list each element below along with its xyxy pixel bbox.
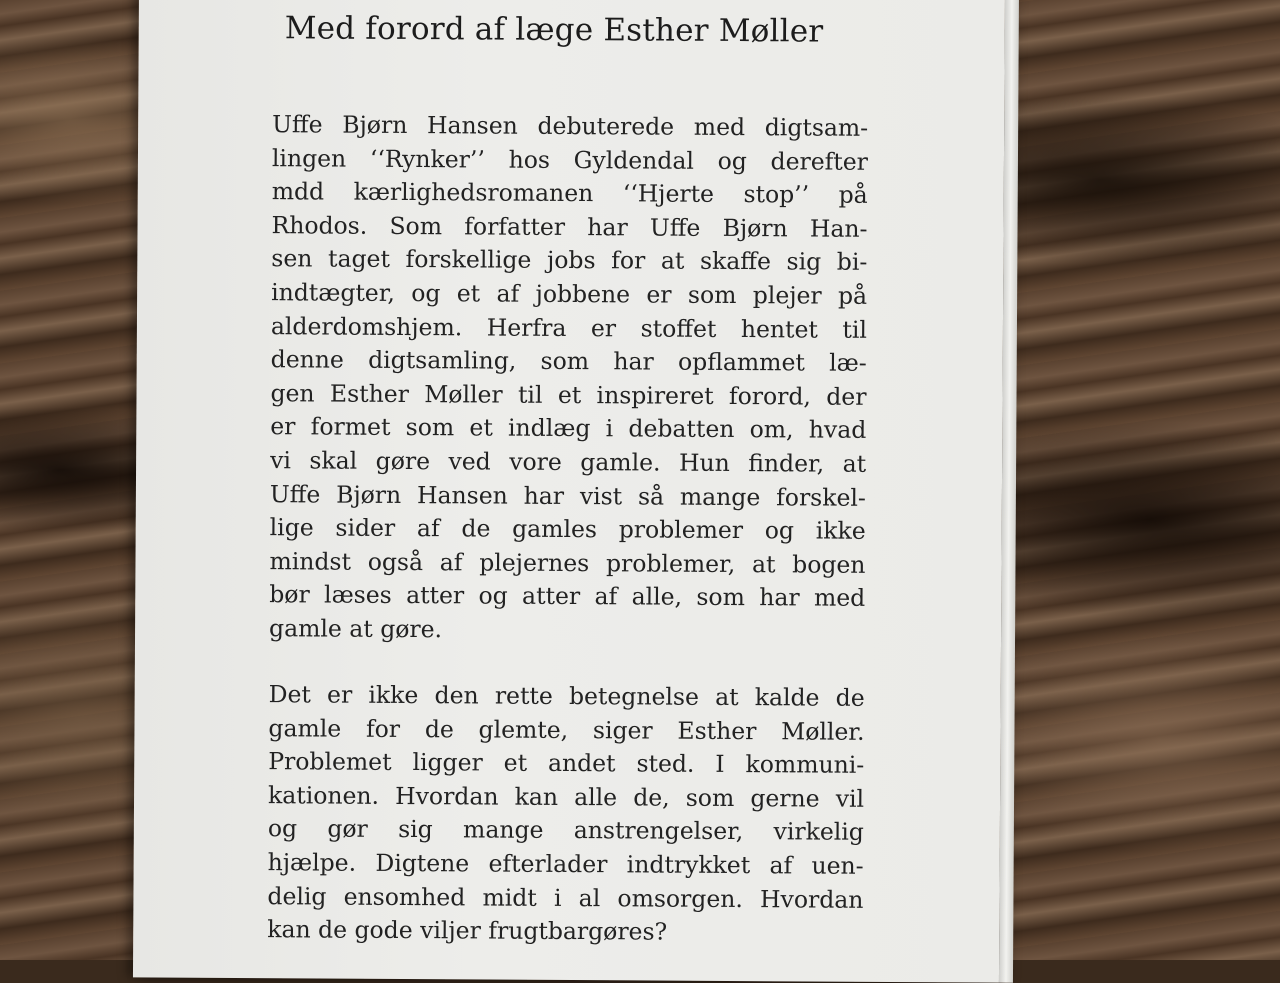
book-back-cover [133,0,1005,983]
text-line: Det er ikke den rette betegnelse at kalde de [268,680,865,712]
text-line: Uffe Bjørn Hansen har vist så mange forskel- [269,479,866,512]
text-line: alderdomshjem. Herfra er stoffet hentet til [270,311,868,344]
text-line: mdd kærlighedsromanen ‘‘Hjerte stop’’ på [271,177,868,210]
text-line: Rhodos. Som forfatter har Uffe Bjørn Han- [271,210,868,243]
text-line: Problemet ligger et andet sted. I kommuni- [268,747,865,779]
blurb-paragraph-1 [269,108,868,649]
text-line: gen Esther Møller til et inspireret forord, der [270,378,867,411]
text-line: indtægter, og et af jobbene er som plejer på [271,278,868,310]
text-line: og gør sig mange anstrengelser, virkelig [267,814,864,847]
text-line: denne digtsamling, som har opflammet læ- [270,345,867,377]
text-line: gamle at gøre. [269,614,443,644]
book-subtitle: Med forord af læge Esther Møller [284,10,824,50]
text-line: mindst også af plejernes problemer, at bogen [269,546,866,579]
text-line: bør læses atter og atter af alle, som har med [269,580,866,613]
text-line: delig ensomhed midt i al omsorgen. Hvordan [267,881,864,914]
text-line: lingen ‘‘Rynker’’ hos Gyldendal og derefter [271,143,869,176]
text-line: Uffe Bjørn Hansen debuterede med digtsam- [272,110,869,142]
text-line: er formet som et indlæg i debatten om, hvad [270,412,867,445]
text-line: vi skal gøre ved vore gamle. Hun finder, at [270,446,867,478]
text-line: hjælpe. Digtene efterlader indtrykket af uen- [267,848,864,880]
text-line: gamle for de glemte, siger Esther Møller. [268,713,865,746]
text-line: kationen. Hvordan kan alle de, som gerne vil [267,780,865,813]
blurb-paragraph-2 [267,678,865,950]
text-line: sen taget forskellige jobs for at skaffe sig bi- [271,244,868,277]
text-line: kan de gode viljer frugtbargøres? [267,915,668,946]
text-line: lige sider af de gamles problemer og ikke [269,513,866,545]
